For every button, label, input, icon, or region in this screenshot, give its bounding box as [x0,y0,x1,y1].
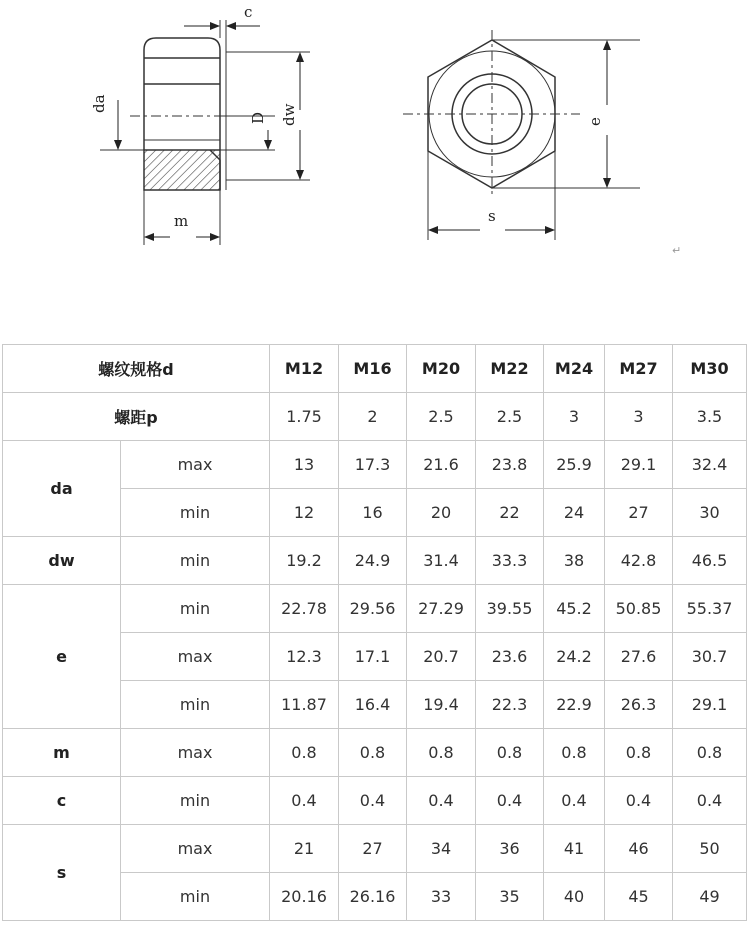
value-cell: 42.8 [605,537,673,585]
value-cell: 20.16 [270,873,339,921]
value-cell: 33 [407,873,476,921]
pitch-value-cell: 3.5 [673,393,747,441]
table-row [3,441,747,489]
value-cell: 20.7 [407,633,476,681]
table-row [3,777,747,825]
value-cell: 11.87 [270,681,339,729]
limit-label: max [121,729,270,777]
value-cell: 31.4 [407,537,476,585]
value-cell: 22.78 [270,585,339,633]
value-cell: 23.6 [476,633,544,681]
value-cell: 0.4 [476,777,544,825]
value-cell: 27 [339,825,407,873]
limit-label: min [121,489,270,537]
value-cell: 33.3 [476,537,544,585]
value-cell: 0.4 [339,777,407,825]
nut-side-view [100,20,310,245]
value-cell: 0.4 [605,777,673,825]
return-mark: ↵ [672,244,682,257]
value-cell: 45.2 [544,585,605,633]
pitch-value-cell: 2.5 [407,393,476,441]
value-cell: 19.4 [407,681,476,729]
value-cell: 0.4 [673,777,747,825]
size-header-cell: M12 [270,345,339,393]
value-cell: 0.8 [544,729,605,777]
value-cell: 0.8 [339,729,407,777]
value-cell: 0.4 [544,777,605,825]
value-cell: 25.9 [544,441,605,489]
value-cell: 16 [339,489,407,537]
value-cell: 40 [544,873,605,921]
limit-label: min [121,873,270,921]
value-cell: 27.29 [407,585,476,633]
value-cell: 22 [476,489,544,537]
pitch-value-cell: 3 [544,393,605,441]
label-c: c [244,3,253,21]
label-s: s [488,207,496,225]
value-cell: 24 [544,489,605,537]
value-cell: 17.3 [339,441,407,489]
value-cell: 0.4 [407,777,476,825]
pitch-value-cell: 1.75 [270,393,339,441]
limit-label: max [121,441,270,489]
value-cell: 55.37 [673,585,747,633]
value-cell: 0.4 [270,777,339,825]
value-cell: 0.8 [407,729,476,777]
value-cell: 46.5 [673,537,747,585]
nut-spec-table [2,344,747,921]
label-e: e [586,117,604,126]
value-cell: 46 [605,825,673,873]
value-cell: 32.4 [673,441,747,489]
value-cell: 22.9 [544,681,605,729]
param-label-da: da [3,441,121,537]
param-label-s: s [3,825,121,921]
value-cell: 16.4 [339,681,407,729]
size-header-cell: M20 [407,345,476,393]
value-cell: 41 [544,825,605,873]
value-cell: 0.8 [270,729,339,777]
value-cell: 17.1 [339,633,407,681]
table-row [3,825,747,873]
pitch-value-cell: 2.5 [476,393,544,441]
limit-label: min [121,777,270,825]
value-cell: 22.3 [476,681,544,729]
value-cell: 36 [476,825,544,873]
value-cell: 23.8 [476,441,544,489]
limit-label: max [121,633,270,681]
size-header-cell: M24 [544,345,605,393]
value-cell: 39.55 [476,585,544,633]
value-cell: 30 [673,489,747,537]
nut-top-view [403,30,640,240]
param-label-m: m [3,729,121,777]
value-cell: 45 [605,873,673,921]
value-cell: 12 [270,489,339,537]
limit-label: min [121,681,270,729]
table-row [3,393,747,441]
thread-spec-header: 螺纹规格d [3,345,270,393]
pitch-label: 螺距p [3,393,270,441]
table-row [3,537,747,585]
table-row [3,729,747,777]
value-cell: 0.8 [673,729,747,777]
value-cell: 29.56 [339,585,407,633]
value-cell: 21.6 [407,441,476,489]
label-da: da [90,94,108,113]
param-label-c: c [3,777,121,825]
param-label-dw: dw [3,537,121,585]
value-cell: 24.9 [339,537,407,585]
value-cell: 12.3 [270,633,339,681]
limit-label: min [121,537,270,585]
limit-label: max [121,825,270,873]
nut-technical-drawing [0,0,750,330]
value-cell: 50.85 [605,585,673,633]
value-cell: 19.2 [270,537,339,585]
value-cell: 30.7 [673,633,747,681]
size-header-cell: M30 [673,345,747,393]
value-cell: 24.2 [544,633,605,681]
pitch-value-cell: 2 [339,393,407,441]
value-cell: 0.8 [605,729,673,777]
table-row [3,585,747,633]
size-header-cell: M22 [476,345,544,393]
value-cell: 26.16 [339,873,407,921]
value-cell: 38 [544,537,605,585]
table-header-row [3,345,747,393]
value-cell: 20 [407,489,476,537]
value-cell: 34 [407,825,476,873]
value-cell: 0.8 [476,729,544,777]
value-cell: 21 [270,825,339,873]
label-m: m [174,212,189,230]
value-cell: 29.1 [673,681,747,729]
value-cell: 13 [270,441,339,489]
drawing-svg [0,0,750,330]
value-cell: 27 [605,489,673,537]
label-D: D [249,111,267,124]
value-cell: 29.1 [605,441,673,489]
param-label-e: e [3,585,121,729]
limit-label: min [121,585,270,633]
size-header-cell: M27 [605,345,673,393]
pitch-value-cell: 3 [605,393,673,441]
value-cell: 27.6 [605,633,673,681]
label-dw: dw [280,103,298,126]
value-cell: 26.3 [605,681,673,729]
value-cell: 35 [476,873,544,921]
size-header-cell: M16 [339,345,407,393]
value-cell: 49 [673,873,747,921]
value-cell: 50 [673,825,747,873]
